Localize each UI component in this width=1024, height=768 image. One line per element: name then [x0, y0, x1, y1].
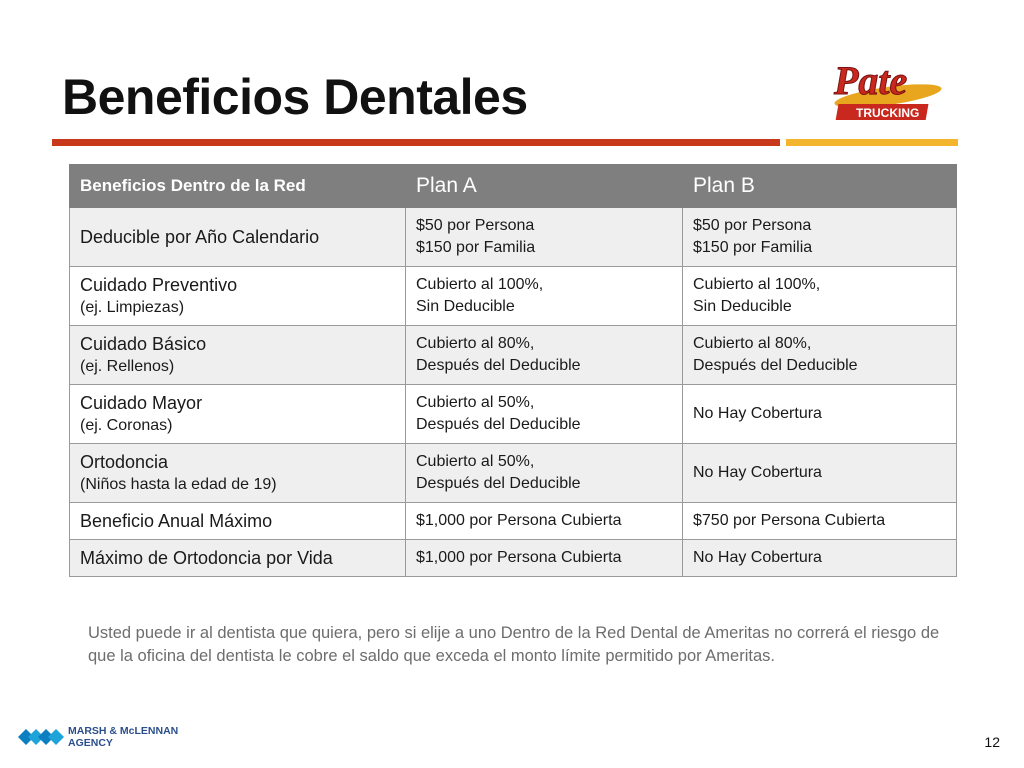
table-row: [70, 267, 957, 326]
plan-a-line: Sin Deducible: [416, 298, 515, 315]
row-sublabel: (Niños hasta la edad de 19): [80, 476, 277, 493]
plan-b-line: Cubierto al 80%,: [693, 335, 812, 352]
title-underline-red: [52, 139, 780, 146]
page-number: 12: [984, 734, 1000, 750]
table-row: [70, 208, 957, 267]
row-sublabel: (ej. Limpiezas): [80, 299, 185, 316]
row-label: Cuidado Básico: [80, 334, 207, 354]
company-name-line1: MARSH & McLENNAN: [68, 725, 179, 737]
row-label: Deducible por Año Calendario: [80, 226, 320, 247]
plan-b-line: No Hay Cobertura: [693, 549, 822, 566]
row-label: Cuidado Preventivo: [80, 275, 238, 295]
title-underline-yellow: [786, 139, 958, 146]
dental-benefits-table: [69, 164, 957, 577]
pate-trucking-logo: [826, 50, 944, 126]
plan-b-line: No Hay Cobertura: [693, 464, 822, 481]
logo-brand-text: Pate: [834, 58, 908, 103]
table-header-row: [70, 165, 957, 208]
header-plan-b: Plan B: [683, 165, 957, 208]
row-label: Ortodoncia: [80, 452, 169, 472]
plan-a-line: $1,000 por Persona Cubierta: [416, 512, 622, 529]
plan-b-line: Sin Deducible: [693, 298, 792, 315]
logo-sub-text: TRUCKING: [856, 106, 920, 120]
plan-a-line: Cubierto al 100%,: [416, 276, 544, 293]
plan-a-line: Después del Deducible: [416, 357, 581, 374]
plan-b-line: No Hay Cobertura: [693, 405, 822, 422]
plan-a-line: Después del Deducible: [416, 416, 581, 433]
plan-a-line: Cubierto al 50%,: [416, 453, 535, 470]
plan-a-line: $50 por Persona: [416, 217, 535, 234]
row-label: Máximo de Ortodoncia por Vida: [80, 547, 333, 568]
plan-b-line: Después del Deducible: [693, 357, 858, 374]
table-row: [70, 444, 957, 503]
plan-b-line: $50 por Persona: [693, 217, 812, 234]
row-sublabel: (ej. Rellenos): [80, 358, 175, 375]
plan-a-line: Después del Deducible: [416, 475, 581, 492]
company-name: [68, 725, 178, 749]
plan-b-line: Cubierto al 100%,: [693, 276, 821, 293]
row-label: Beneficio Anual Máximo: [80, 510, 273, 531]
row-label: Cuidado Mayor: [80, 393, 203, 413]
marsh-mclennan-logo-icon: [18, 720, 66, 754]
row-sublabel: (ej. Coronas): [80, 417, 173, 434]
plan-a-line: $1,000 por Persona Cubierta: [416, 549, 622, 566]
table-row: [70, 540, 957, 577]
plan-a-line: Cubierto al 50%,: [416, 394, 535, 411]
company-name-line2: AGENCY: [68, 737, 113, 749]
plan-a-line: $150 por Familia: [416, 239, 536, 256]
plan-b-line: $750 por Persona Cubierta: [693, 512, 886, 529]
plan-b-line: $150 por Familia: [693, 239, 813, 256]
plan-a-line: Cubierto al 80%,: [416, 335, 535, 352]
header-benefits: Beneficios Dentro de la Red: [70, 165, 406, 208]
footnote-text: Usted puede ir al dentista que quiera, pero si elije a uno Dentro de la Red Dental de Ameritas no correrá el riesgo de que la oficina del dentista le cobre el saldo que exceda el monto límite permitido por Ameritas.: [88, 624, 940, 665]
page-title: Beneficios Dentales: [62, 69, 528, 125]
table-row: [70, 503, 957, 540]
table-row: [70, 326, 957, 385]
header-plan-a: Plan A: [406, 165, 683, 208]
table-row: [70, 385, 957, 444]
